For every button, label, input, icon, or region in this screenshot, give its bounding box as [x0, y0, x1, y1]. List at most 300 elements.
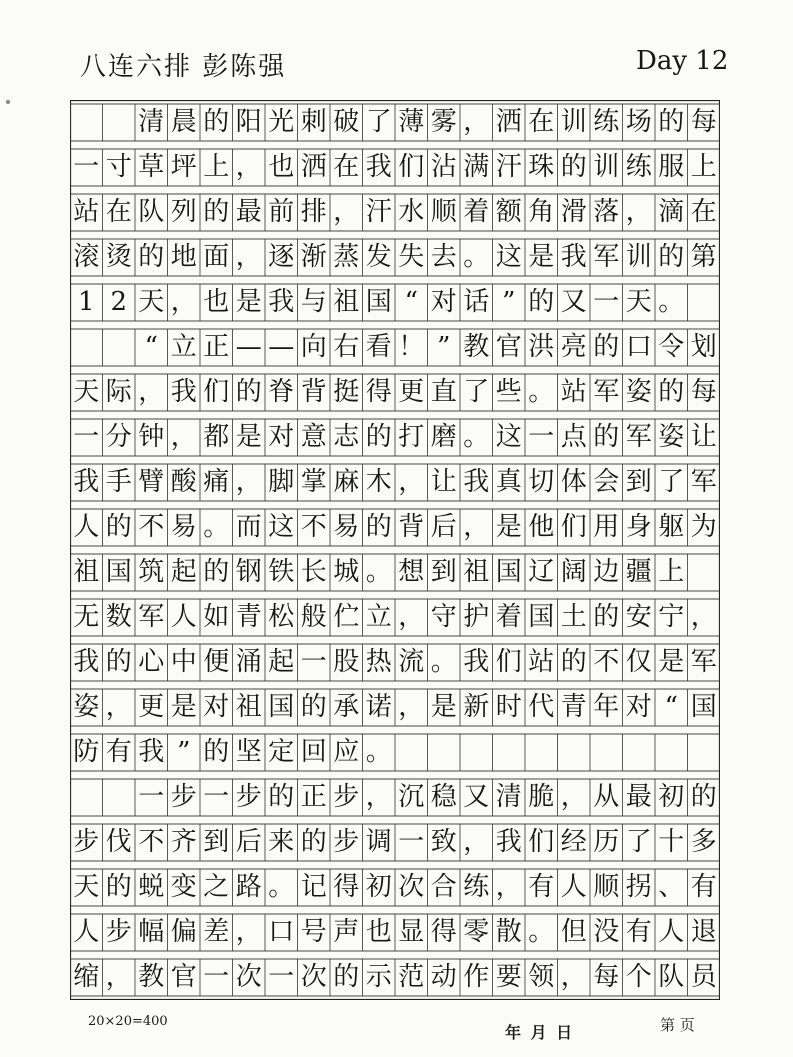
character-cell: 手 — [105, 467, 132, 497]
character-cell: 不 — [138, 827, 165, 857]
character-cell: 动 — [430, 962, 457, 992]
character-cell: 的 — [658, 377, 685, 407]
character-cell: 薄 — [398, 107, 425, 137]
character-cell: 调 — [365, 827, 392, 857]
character-cell: 向 — [300, 332, 327, 362]
character-cell: 面 — [203, 242, 230, 272]
character-cell: 到 — [203, 827, 230, 857]
character-cell: “ — [144, 332, 158, 362]
character-cell: 伐 — [105, 827, 132, 857]
character-cell: 最 — [625, 782, 652, 812]
day-label: Day 12 — [636, 46, 729, 76]
character-cell: 的 — [593, 602, 620, 632]
character-cell: 的 — [105, 512, 132, 542]
character-cell: 伫 — [333, 602, 360, 632]
character-cell: 初 — [658, 782, 685, 812]
character-cell: 滴 — [658, 197, 685, 227]
character-cell: 得 — [333, 872, 360, 902]
character-cell: 官 — [495, 332, 522, 362]
character-cell: 号 — [300, 917, 327, 947]
character-cell: 的 — [203, 737, 230, 767]
character-cell: 蒸 — [333, 242, 360, 272]
character-cell: 姿 — [658, 422, 685, 452]
character-cell: 的 — [203, 197, 230, 227]
character-cell: 口 — [625, 332, 652, 362]
character-cell: 到 — [625, 467, 652, 497]
character-cell: 钟 — [138, 422, 165, 452]
character-cell: 姿 — [73, 692, 100, 722]
character-cell: 步 — [105, 917, 132, 947]
character-cell: 在 — [690, 197, 717, 227]
character-cell: 际 — [105, 377, 132, 407]
character-cell: 练 — [463, 872, 490, 902]
character-cell: 。 — [463, 422, 490, 452]
character-cell: 长 — [300, 557, 327, 587]
character-cell: 汗 — [365, 197, 392, 227]
character-cell: 祖 — [235, 692, 262, 722]
character-cell: 草 — [138, 152, 165, 182]
character-cell: ， — [463, 107, 490, 137]
character-cell: 站 — [528, 647, 555, 677]
character-cell: ， — [235, 242, 262, 272]
character-cell: 的 — [658, 107, 685, 137]
character-cell: 他 — [528, 512, 555, 542]
character-cell: 令 — [658, 332, 685, 362]
character-cell: 一 — [528, 422, 555, 452]
character-cell: 训 — [560, 107, 587, 137]
character-cell: 坪 — [170, 152, 197, 182]
character-cell: 来 — [268, 827, 295, 857]
character-cell: ， — [560, 962, 587, 992]
character-cell: 起 — [170, 557, 197, 587]
character-cell: 如 — [203, 602, 230, 632]
character-cell: 起 — [268, 647, 295, 677]
character-cell: 的 — [560, 647, 587, 677]
character-cell: 。 — [268, 872, 295, 902]
character-cell: 我 — [73, 467, 100, 497]
character-cell: 烫 — [105, 242, 132, 272]
character-cell: 。 — [658, 287, 685, 317]
character-cell: 我 — [495, 827, 522, 857]
character-cell: 都 — [203, 422, 230, 452]
character-cell: 第 — [690, 242, 717, 272]
character-cell: 松 — [268, 602, 295, 632]
character-cell: 天 — [138, 287, 165, 317]
character-cell: 着 — [463, 197, 490, 227]
character-cell: 沉 — [398, 782, 425, 812]
character-cell: 不 — [138, 512, 165, 542]
character-cell: 脊 — [268, 377, 295, 407]
character-cell: 军 — [625, 422, 652, 452]
character-cell: 练 — [593, 107, 620, 137]
character-cell: ， — [463, 827, 490, 857]
character-cell: 让 — [690, 422, 717, 452]
character-cell: 领 — [528, 962, 555, 992]
character-cell: 在 — [333, 152, 360, 182]
character-cell: 而 — [235, 512, 262, 542]
character-cell: 显 — [398, 917, 425, 947]
character-cell: 年 — [593, 692, 620, 722]
character-cell: 。 — [463, 242, 490, 272]
character-cell: 天 — [625, 287, 652, 317]
character-cell: 用 — [593, 512, 620, 542]
character-cell: 军 — [593, 242, 620, 272]
character-cell: 员 — [690, 962, 717, 992]
character-cell: 多 — [690, 827, 717, 857]
character-cell: 们 — [528, 827, 555, 857]
character-cell: ！ — [398, 332, 425, 362]
character-cell: 是 — [495, 512, 522, 542]
character-cell: ， — [463, 512, 490, 542]
character-cell: 得 — [365, 377, 392, 407]
character-cell: 钢 — [235, 557, 262, 587]
character-cell: 汗 — [495, 152, 522, 182]
character-cell: 队 — [138, 197, 165, 227]
character-cell: ， — [495, 872, 522, 902]
character-cell: 定 — [268, 737, 295, 767]
character-cell: 每 — [593, 962, 620, 992]
character-cell: 我 — [560, 242, 587, 272]
character-cell: 我 — [463, 647, 490, 677]
character-cell: 寸 — [105, 152, 132, 182]
character-cell: 筑 — [138, 557, 165, 587]
character-cell: 初 — [365, 872, 392, 902]
character-cell: 着 — [495, 602, 522, 632]
character-cell: 般 — [300, 602, 327, 632]
character-cell: 意 — [300, 422, 327, 452]
character-cell: 发 — [365, 242, 392, 272]
character-cell: ， — [625, 197, 652, 227]
character-cell: 的 — [138, 242, 165, 272]
character-cell: 是 — [235, 422, 262, 452]
grid-lines — [70, 100, 720, 1000]
character-cell: 次 — [300, 962, 327, 992]
character-cell: 也 — [203, 287, 230, 317]
character-cell: 沾 — [430, 152, 457, 182]
character-cell: 步 — [170, 782, 197, 812]
character-cell: 祖 — [333, 287, 360, 317]
character-cell: 也 — [365, 917, 392, 947]
character-cell: 体 — [560, 467, 587, 497]
character-cell: 与 — [300, 287, 327, 317]
character-cell: 为 — [690, 512, 717, 542]
character-cell: — — [235, 332, 262, 362]
character-cell: 。 — [430, 647, 457, 677]
character-cell: ， — [235, 917, 262, 947]
character-cell: 阳 — [235, 107, 262, 137]
character-cell: 。 — [365, 557, 392, 587]
character-cell: 致 — [430, 827, 457, 857]
character-cell: 股 — [333, 647, 360, 677]
character-cell: 的 — [300, 692, 327, 722]
character-cell: 训 — [593, 152, 620, 182]
character-cell: 青 — [560, 692, 587, 722]
character-cell: 的 — [593, 422, 620, 452]
character-cell: 的 — [593, 332, 620, 362]
character-cell: 之 — [203, 872, 230, 902]
character-cell: 示 — [365, 962, 392, 992]
character-cell: 应 — [333, 737, 360, 767]
character-cell: 步 — [235, 782, 262, 812]
character-cell: 一 — [203, 962, 230, 992]
character-cell: 对 — [625, 692, 652, 722]
character-cell: 痛 — [203, 467, 230, 497]
character-cell: 从 — [593, 782, 620, 812]
character-cell: 这 — [495, 422, 522, 452]
character-cell: 新 — [463, 692, 490, 722]
character-cell: 一 — [138, 782, 165, 812]
character-cell: 志 — [333, 422, 360, 452]
character-cell: 洒 — [495, 107, 522, 137]
character-cell: 的 — [365, 422, 392, 452]
character-cell: 步 — [333, 827, 360, 857]
character-cell: 十 — [658, 827, 685, 857]
character-cell: 的 — [333, 962, 360, 992]
character-cell: 。 — [528, 917, 555, 947]
character-cell: 1 — [77, 287, 95, 317]
character-cell: 不 — [593, 647, 620, 677]
character-cell: 场 — [625, 107, 652, 137]
character-cell: 教 — [138, 962, 165, 992]
character-cell: 热 — [365, 647, 392, 677]
character-cell: “ — [404, 287, 418, 317]
character-cell: “ — [664, 692, 678, 722]
character-cell: 拐 — [625, 872, 652, 902]
character-cell: 护 — [463, 602, 490, 632]
character-cell: 对 — [430, 287, 457, 317]
character-cell: 背 — [300, 377, 327, 407]
character-cell: 在 — [105, 197, 132, 227]
character-cell: ” — [177, 737, 191, 767]
character-cell: 珠 — [528, 152, 555, 182]
character-cell: 们 — [398, 152, 425, 182]
character-cell: 国 — [268, 692, 295, 722]
character-cell: 这 — [268, 512, 295, 542]
character-cell: 后 — [235, 827, 262, 857]
character-cell: 稳 — [430, 782, 457, 812]
character-cell: 又 — [463, 782, 490, 812]
character-cell: 一 — [203, 782, 230, 812]
character-cell: 偏 — [170, 917, 197, 947]
character-cell: 齐 — [170, 827, 197, 857]
character-cell: 得 — [430, 917, 457, 947]
character-cell: 对 — [203, 692, 230, 722]
character-cell: 是 — [170, 692, 197, 722]
character-cell: 城 — [333, 557, 360, 587]
character-cell: 次 — [235, 962, 262, 992]
character-cell: 个 — [625, 962, 652, 992]
character-cell: 边 — [593, 557, 620, 587]
author-class-name: 八连六排 彭陈强 — [80, 52, 287, 82]
character-cell: 有 — [625, 917, 652, 947]
character-cell: 些 — [495, 377, 522, 407]
character-cell: 数 — [105, 602, 132, 632]
character-cell: 想 — [398, 557, 425, 587]
character-cell: 会 — [593, 467, 620, 497]
character-cell: 易 — [333, 512, 360, 542]
character-cell: 失 — [398, 242, 425, 272]
character-cell: 光 — [268, 107, 295, 137]
character-cell: 坚 — [235, 737, 262, 767]
character-cell: 国 — [495, 557, 522, 587]
character-cell: 又 — [560, 287, 587, 317]
character-cell: ， — [398, 602, 425, 632]
character-cell: 人 — [73, 512, 100, 542]
character-cell: 姿 — [625, 377, 652, 407]
character-cell: 我 — [138, 737, 165, 767]
character-cell: 中 — [170, 647, 197, 677]
character-cell: 了 — [658, 467, 685, 497]
manuscript-grid-paper — [70, 100, 720, 1000]
character-cell: 时 — [495, 692, 522, 722]
character-cell: 地 — [170, 242, 197, 272]
character-cell: 正 — [203, 332, 230, 362]
character-cell: 分 — [105, 422, 132, 452]
character-cell: 的 — [268, 782, 295, 812]
character-cell: 一 — [593, 287, 620, 317]
character-cell: 到 — [430, 557, 457, 587]
character-cell: 土 — [560, 602, 587, 632]
character-cell: 祖 — [73, 557, 100, 587]
character-cell: 变 — [170, 872, 197, 902]
character-cell: 退 — [690, 917, 717, 947]
character-cell: ， — [105, 692, 132, 722]
character-cell: 背 — [398, 512, 425, 542]
character-cell: 滚 — [73, 242, 100, 272]
character-cell: 洪 — [528, 332, 555, 362]
character-cell: 次 — [398, 872, 425, 902]
date-field: 年 月 日 — [505, 1023, 575, 1042]
character-cell: 、 — [658, 872, 685, 902]
character-cell: 军 — [690, 467, 717, 497]
character-cell: 的 — [690, 782, 717, 812]
character-cell: ， — [105, 962, 132, 992]
character-cell: 宁 — [658, 602, 685, 632]
character-cell: 更 — [138, 692, 165, 722]
character-cell: 作 — [463, 962, 490, 992]
character-cell: 一 — [268, 962, 295, 992]
character-cell: 幅 — [138, 917, 165, 947]
character-cell: 们 — [203, 377, 230, 407]
character-cell: 上 — [690, 152, 717, 182]
character-cell: ， — [333, 197, 360, 227]
page-number-field: 第 页 — [660, 1016, 695, 1034]
character-cell: — — [268, 332, 295, 362]
character-cell: 青 — [235, 602, 262, 632]
character-cell: 没 — [593, 917, 620, 947]
character-cell: 缩 — [73, 962, 100, 992]
character-cell: 。 — [365, 737, 392, 767]
character-cell: 上 — [203, 152, 230, 182]
character-cell: ， — [170, 287, 197, 317]
character-cell: 满 — [463, 152, 490, 182]
character-cell: 蜕 — [138, 872, 165, 902]
character-cell: 。 — [528, 377, 555, 407]
character-cell: 回 — [300, 737, 327, 767]
character-cell: 们 — [495, 647, 522, 677]
character-cell: 是 — [235, 287, 262, 317]
character-cell: 酸 — [170, 467, 197, 497]
character-cell: 天 — [73, 377, 100, 407]
character-cell: 步 — [333, 782, 360, 812]
character-cell: 更 — [398, 377, 425, 407]
character-cell: 服 — [658, 152, 685, 182]
character-cell: 逐 — [268, 242, 295, 272]
character-cell: 破 — [333, 107, 360, 137]
character-cell: 口 — [268, 917, 295, 947]
character-cell: 涌 — [235, 647, 262, 677]
character-cell: 诺 — [365, 692, 392, 722]
character-cell: 训 — [625, 242, 652, 272]
character-cell: 练 — [625, 152, 652, 182]
character-cell: 雾 — [430, 107, 457, 137]
character-cell: 了 — [625, 827, 652, 857]
character-cell: 阔 — [560, 557, 587, 587]
character-cell: 是 — [430, 692, 457, 722]
character-cell: 排 — [300, 197, 327, 227]
character-cell: 国 — [365, 287, 392, 317]
character-cell: 一 — [300, 647, 327, 677]
character-cell: 额 — [495, 197, 522, 227]
character-cell: 零 — [463, 917, 490, 947]
character-cell: 我 — [73, 647, 100, 677]
character-cell: 人 — [658, 917, 685, 947]
character-cell: 立 — [170, 332, 197, 362]
character-cell: ， — [560, 782, 587, 812]
character-cell: 们 — [560, 512, 587, 542]
character-cell: 防 — [73, 737, 100, 767]
character-cell: ， — [235, 467, 262, 497]
character-cell: 我 — [268, 287, 295, 317]
character-cell: 去 — [430, 242, 457, 272]
character-cell: 的 — [365, 512, 392, 542]
character-cell: 身 — [625, 512, 652, 542]
character-cell: 队 — [658, 962, 685, 992]
character-cell: ” — [437, 332, 451, 362]
character-cell: 2 — [110, 287, 128, 317]
character-cell: 麻 — [333, 467, 360, 497]
character-cell: 的 — [300, 827, 327, 857]
character-cell: 不 — [300, 512, 327, 542]
character-cell: 洒 — [300, 152, 327, 182]
character-cell: 正 — [300, 782, 327, 812]
character-cell: 的 — [658, 242, 685, 272]
character-cell: 最 — [235, 197, 262, 227]
grid-spec: 20×20=400 — [88, 1014, 168, 1029]
character-cell: 。 — [203, 512, 230, 542]
character-cell: 便 — [203, 647, 230, 677]
character-cell: 军 — [690, 647, 717, 677]
character-cell: 落 — [593, 197, 620, 227]
character-cell: 水 — [398, 197, 425, 227]
character-cell: 军 — [593, 377, 620, 407]
character-cell: ， — [398, 692, 425, 722]
character-cell: 站 — [73, 197, 100, 227]
character-cell: 了 — [365, 107, 392, 137]
character-cell: 一 — [73, 152, 100, 182]
character-cell: 路 — [235, 872, 262, 902]
character-cell: 点 — [560, 422, 587, 452]
character-cell: 流 — [398, 647, 425, 677]
character-cell: 步 — [73, 827, 100, 857]
character-cell: 铁 — [268, 557, 295, 587]
character-cell: 安 — [625, 602, 652, 632]
character-cell: 真 — [495, 467, 522, 497]
character-cell: 顺 — [430, 197, 457, 227]
character-cell: 声 — [333, 917, 360, 947]
character-cell: 的 — [528, 287, 555, 317]
character-cell: 疆 — [625, 557, 652, 587]
